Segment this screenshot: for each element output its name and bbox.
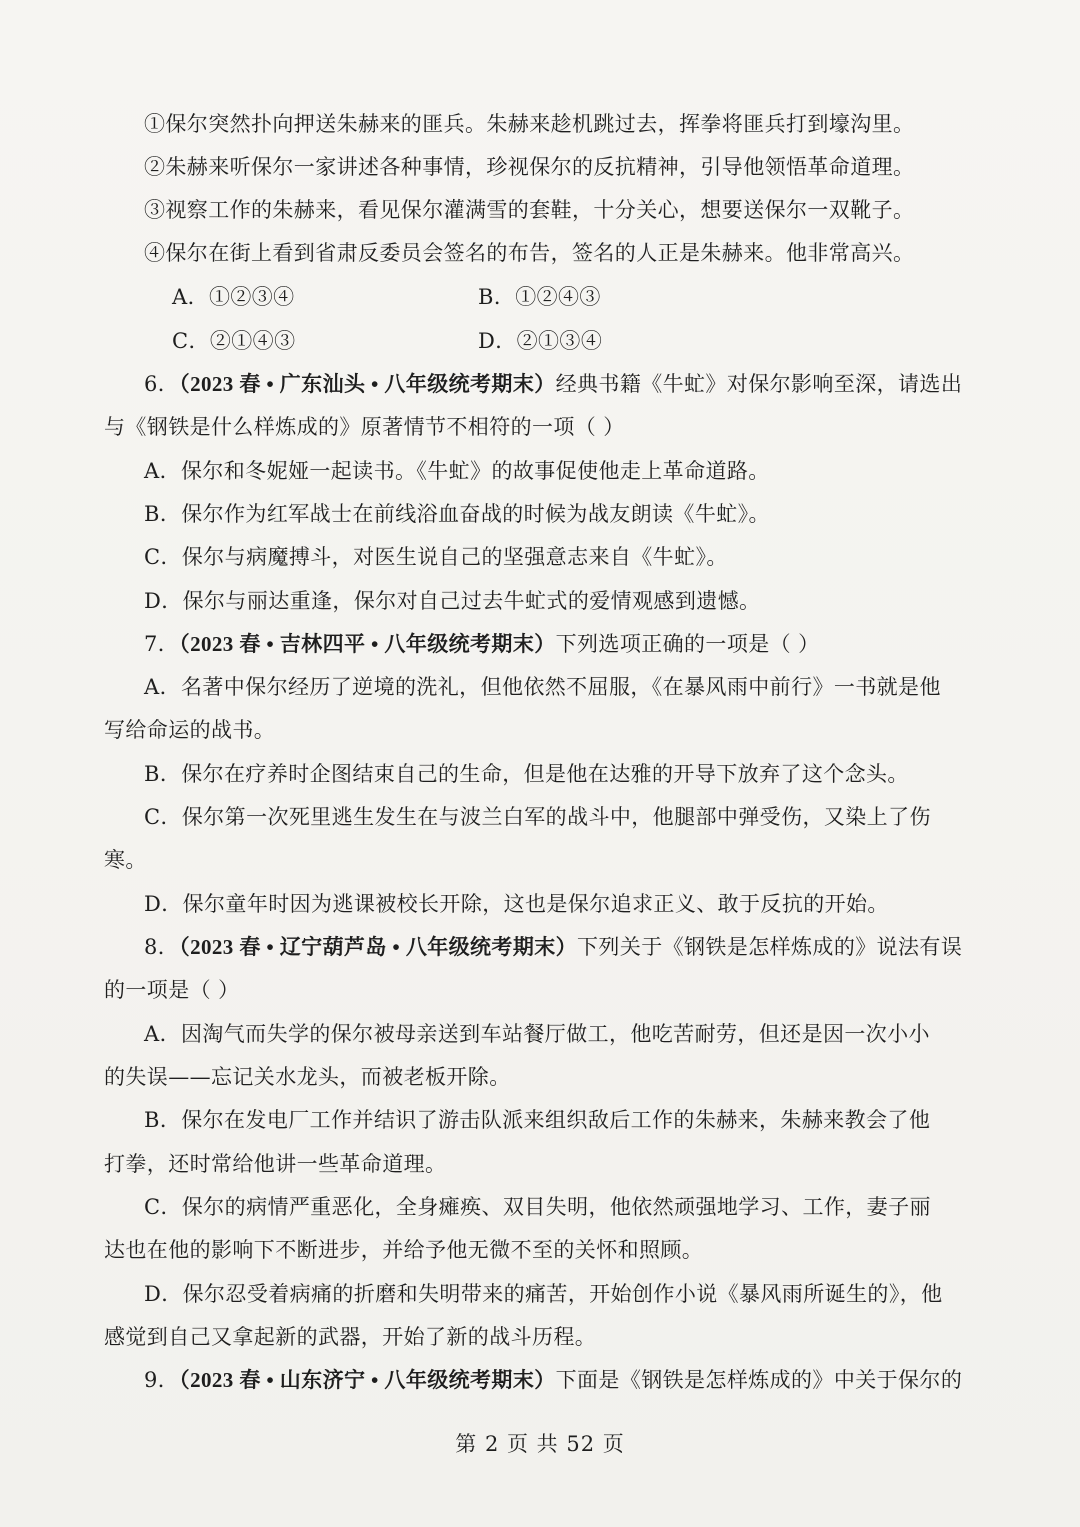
page-footer: 第 2 页 共 52 页 <box>455 1432 625 1456</box>
q6-option-a: A．保尔和冬妮娅一起读书。《牛虻》的故事促使他走上革命道路。 <box>144 459 770 483</box>
q8-option-c: C．保尔的病情严重恶化，全身瘫痪、双目失明，他依然顽强地学习、工作，妻子丽 <box>144 1195 931 1219</box>
q5-option-d: D．②①③④ <box>478 329 603 353</box>
question-source: （2023 春 • 广东汕头 • 八年级统考期末） <box>179 372 556 396</box>
q6-stem-cont: 与《钢铁是什么样炼成的》原著情节不相符的一项（ ） <box>104 415 625 439</box>
question-source: （2023 春 • 山东济宁 • 八年级统考期末） <box>179 1368 556 1392</box>
q5-item-3: ③视察工作的朱赫来，看见保尔灌满雪的套鞋，十分关心，想要送保尔一双靴子。 <box>144 198 915 222</box>
q7-stem <box>144 628 820 660</box>
q8-option-b-cont: 打拳，还时常给他讲一些革命道理。 <box>104 1152 447 1176</box>
q5-option-c: C．②①④③ <box>172 329 296 353</box>
q8-option-d: D．保尔忍受着病痛的折磨和失明带来的痛苦，开始创作小说《暴风雨所诞生的》，他 <box>144 1282 943 1306</box>
q8-option-a-cont: 的失误——忘记关水龙头，而被老板开除。 <box>104 1065 511 1089</box>
q5-option-a: A．①②③④ <box>172 285 295 309</box>
q6-stem <box>144 368 962 400</box>
q8-option-d-cont: 感觉到自己又拿起新的武器，开始了新的战斗历程。 <box>104 1325 597 1349</box>
question-number: 9． <box>144 1368 180 1392</box>
question-number: 7． <box>144 632 180 656</box>
q9-stem <box>144 1364 962 1396</box>
q5-item-4: ④保尔在街上看到省肃反委员会签名的布告，签名的人正是朱赫来。他非常高兴。 <box>144 241 915 265</box>
q8-option-a: A．因淘气而失学的保尔被母亲送到车站餐厅做工，他吃苦耐劳，但还是因一次小小 <box>144 1022 930 1046</box>
q6-option-c: C．保尔与病魔搏斗，对医生说自己的坚强意志来自《牛虻》。 <box>144 545 728 569</box>
q7-option-c-cont: 寒。 <box>104 848 147 872</box>
q5-option-b: B．①②④③ <box>478 285 601 309</box>
question-stem: 经典书籍《牛虻》对保尔影响至深，请选出 <box>555 372 963 396</box>
question-source: （2023 春 • 吉林四平 • 八年级统考期末） <box>179 632 556 656</box>
q8-stem-cont: 的一项是（ ） <box>104 978 240 1002</box>
q8-option-c-cont: 达也在他的影响下不断进步，并给予他无微不至的关怀和照顾。 <box>104 1238 704 1262</box>
q7-option-c: C．保尔第一次死里逃生发生在与波兰白军的战斗中，他腿部中弹受伤，又染上了伤 <box>144 805 931 829</box>
q5-item-1: ①保尔突然扑向押送朱赫来的匪兵。朱赫来趁机跳过去，挥拳将匪兵打到壕沟里。 <box>144 112 915 136</box>
q8-stem <box>144 931 962 963</box>
q7-option-b: B．保尔在疗养时企图结束自己的生命，但是他在达雅的开导下放弃了这个念头。 <box>144 762 909 786</box>
q7-option-a-cont: 写给命运的战书。 <box>104 718 276 742</box>
question-number: 8． <box>144 935 180 959</box>
q7-option-d: D．保尔童年时因为逃课被校长开除，这也是保尔追求正义、敢于反抗的开始。 <box>144 892 889 916</box>
q6-option-d: D．保尔与丽达重逢，保尔对自己过去牛虻式的爱情观感到遗憾。 <box>144 589 761 613</box>
q8-option-b: B．保尔在发电厂工作并结识了游击队派来组织敌后工作的朱赫来，朱赫来教会了他 <box>144 1108 931 1132</box>
question-source: （2023 春 • 辽宁葫芦岛 • 八年级统考期末） <box>179 935 578 959</box>
question-stem: 下列选项正确的一项是（ ） <box>555 632 820 656</box>
question-number: 6． <box>144 372 180 396</box>
question-stem: 下列关于《钢铁是怎样炼成的》说法有误 <box>577 935 963 959</box>
q7-option-a: A．名著中保尔经历了逆境的洗礼，但他依然不屈服，《在暴风雨中前行》一书就是他 <box>144 675 941 699</box>
question-stem: 下面是《钢铁是怎样炼成的》中关于保尔的 <box>555 1368 963 1392</box>
q6-option-b: B．保尔作为红军战士在前线浴血奋战的时候为战友朗读《牛虻》。 <box>144 502 770 526</box>
q5-item-2: ②朱赫来听保尔一家讲述各种事情，珍视保尔的反抗精神，引导他领悟革命道理。 <box>144 155 915 179</box>
